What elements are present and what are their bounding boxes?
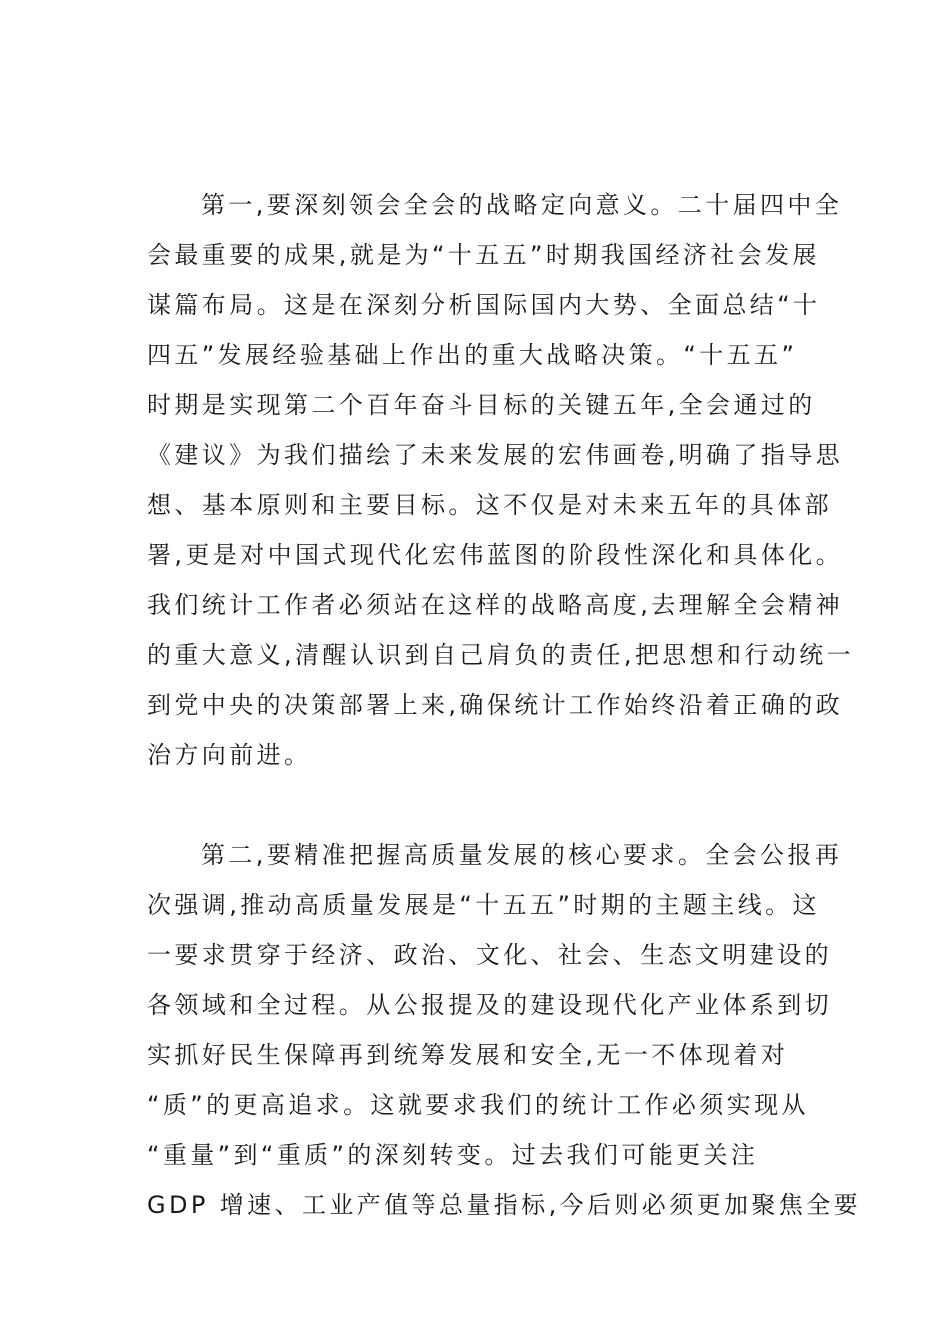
text-line: 我们统计工作者必须站在这样的战略高度,去理解全会精神 (147, 591, 844, 619)
text-line: 实抓好民生保障再到统筹发展和安全,无一不体现着对 (147, 1041, 789, 1069)
text-line: 想、基本原则和主要目标。这不仅是对未来五年的具体部 (147, 491, 832, 519)
text-line: 各领域和全过程。从公报提及的建设现代化产业体系到切 (147, 991, 832, 1019)
paragraph-gap (147, 780, 807, 830)
text-line: “质”的更高追求。这就要求我们的统计工作必须实现从 (147, 1091, 809, 1119)
text-line: “重量”到“重质”的深刻转变。过去我们可能更关注 (147, 1141, 759, 1169)
text-line: 一要求贯穿于经济、政治、文化、社会、生态文明建设的 (147, 941, 832, 969)
text-line: 的重大意义,清醒认识到自己肩负的责任,把思想和行动统一 (147, 641, 855, 669)
text-line: 谋篇布局。这是在深刻分析国际国内大势、全面总结“十 (147, 291, 821, 319)
text-line: 第二,要精准把握高质量发展的核心要求。全会公报再 (201, 841, 843, 869)
text-line: 治方向前进。 (147, 741, 312, 769)
text-line: 时期是实现第二个百年奋斗目标的关键五年,全会通过的 (147, 391, 816, 419)
text-line: GDP 增速、工业产值等总量指标,今后则必须更加聚焦全要 (147, 1191, 862, 1219)
paragraph-1 (147, 180, 855, 780)
text-line: 到党中央的决策部署上来,确保统计工作始终沿着正确的政 (147, 691, 844, 719)
text-line: 会最重要的成果,就是为“十五五”时期我国经济社会发展 (147, 241, 820, 269)
text-line: 第一,要深刻领会全会的战略定向意义。二十届四中全 (201, 191, 843, 219)
text-line: 次强调,推动高质量发展是“十五五”时期的主题主线。这 (147, 891, 820, 919)
text-line: 四五”发展经验基础上作出的重大战略决策。“十五五” (147, 341, 798, 369)
text-line: 署,更是对中国式现代化宏伟蓝图的阶段性深化和具体化。 (147, 541, 844, 569)
document-page (147, 180, 862, 1230)
paragraph-2 (147, 830, 862, 1230)
text-line: 《建议》为我们描绘了未来发展的宏伟画卷,明确了指导思 (147, 441, 844, 469)
